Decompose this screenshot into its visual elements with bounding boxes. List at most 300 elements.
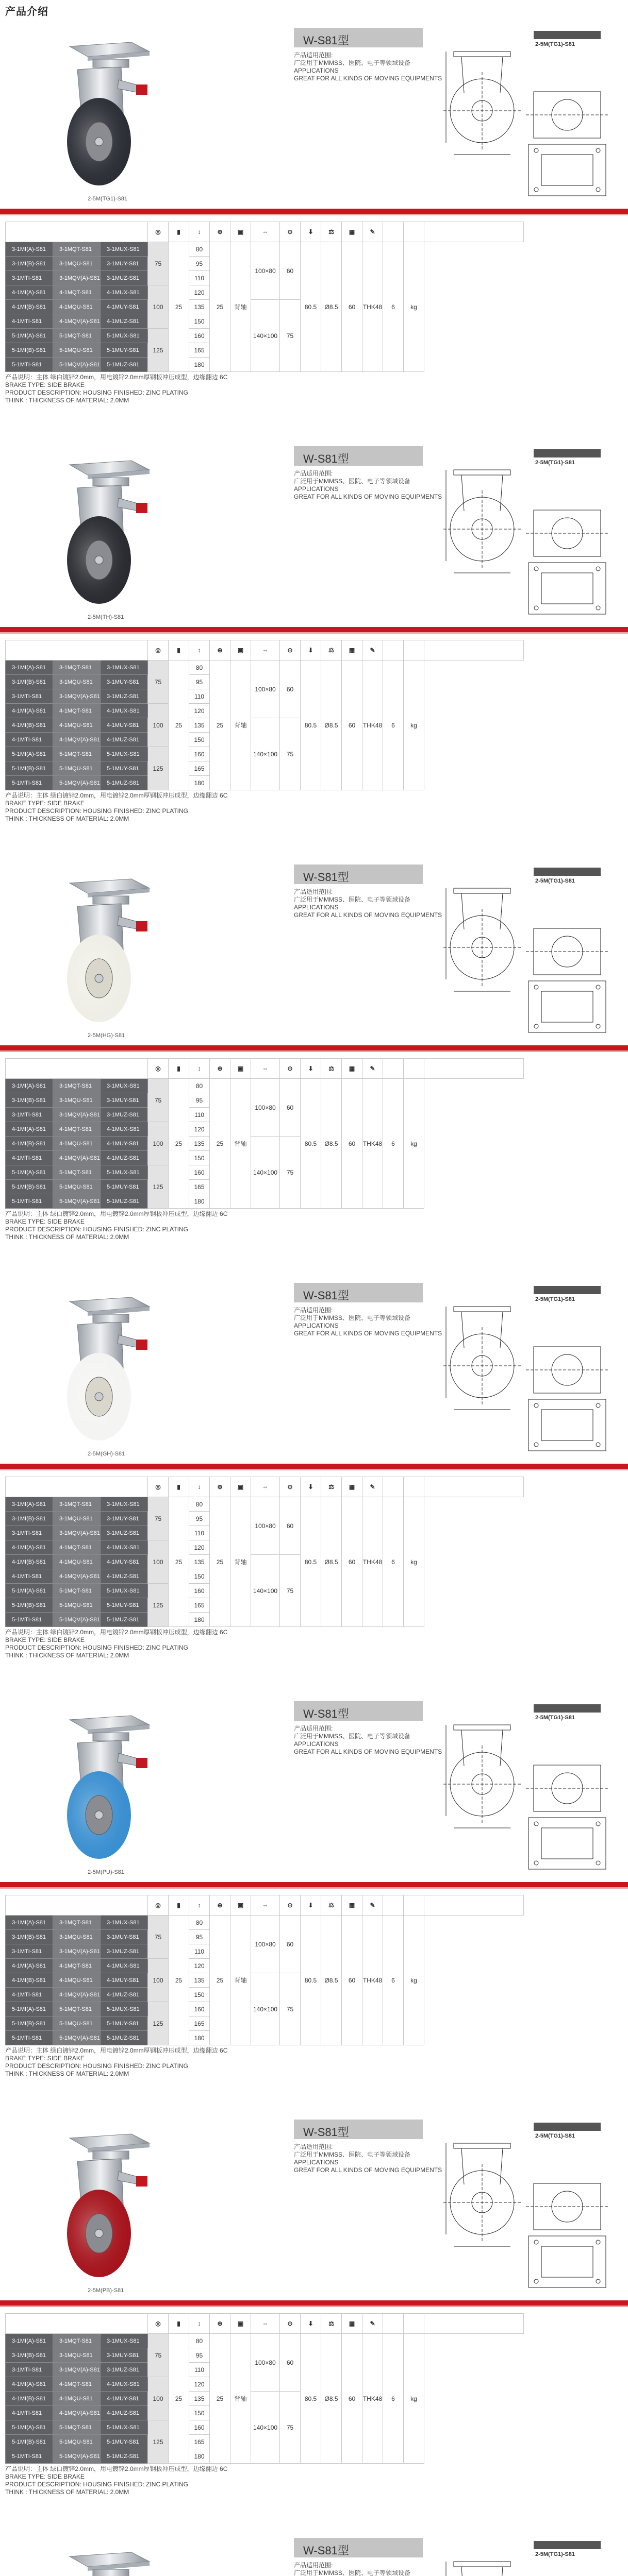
wheel-diameter-cell: 125 [148, 2002, 169, 2045]
offset-icon: ⊕ [210, 1477, 230, 1497]
hole-spacing-cell: 75 [280, 1555, 301, 1627]
load-icon: ⬇ [301, 1059, 321, 1079]
bolt-hole-icon: ⊙ [280, 1895, 301, 1916]
model-title: W-S81型 [303, 1289, 349, 1302]
model-description [294, 888, 449, 919]
drawing-label: 2-5M(TG1)-S81 [535, 460, 575, 466]
header-extra [404, 1895, 424, 1916]
model-code-cell: 4-1MTI-S81 [6, 2406, 53, 2420]
load-cell: 60 [342, 242, 362, 372]
package-cell: THK48 [362, 1079, 383, 1209]
model-code-cell: 4-1MQT-S81 [53, 1959, 101, 1973]
section-divider [0, 1464, 628, 1469]
model-code-cell: 5-1MUY-S81 [101, 1180, 148, 1194]
product-section [0, 439, 628, 850]
note-line: PRODUCT DESCRIPTION: HOUSING FINISHED: ZINC PLATING [5, 1226, 188, 1233]
table-row [6, 2334, 623, 2348]
model-code-cell: 4-1MI(A)-S81 [6, 285, 53, 300]
height-cell: 110 [189, 689, 210, 704]
section-divider [0, 1045, 628, 1050]
model-code-cell: 5-1MQV(A)-S81 [53, 776, 101, 790]
caster-photo [41, 1286, 160, 1451]
model-code-cell: 3-1MQU-S81 [53, 257, 101, 271]
top-plate-icon: ▣ [230, 1059, 251, 1079]
pcs-icon: ✎ [362, 1477, 383, 1497]
model-code-cell: 4-1MQU-S81 [53, 300, 101, 314]
wheel-diameter-cell: 75 [148, 1497, 169, 1540]
model-title: W-S81型 [303, 1707, 349, 1720]
spec-table [5, 1477, 623, 1627]
hole-spacing-cell: 60 [280, 1916, 301, 1973]
table-row [6, 660, 623, 675]
header-model [6, 1059, 148, 1079]
model-code-cell: 3-1MI(A)-S81 [6, 1079, 53, 1093]
wheel-size-icon: ◎ [148, 2314, 169, 2334]
model-title-box [294, 1283, 423, 1302]
height-cell: 80 [189, 242, 210, 257]
package-cell: THK48 [362, 2334, 383, 2464]
package-cell: THK48 [362, 660, 383, 790]
material-cell: 背轴 [230, 2334, 251, 2464]
height-cell: 150 [189, 733, 210, 747]
hole-spacing-cell: 75 [280, 718, 301, 790]
wheel-diameter-cell: 125 [148, 1584, 169, 1627]
model-code-cell: 3-1MI(B)-S81 [6, 1093, 53, 1108]
model-code-cell: 5-1MI(A)-S81 [6, 747, 53, 761]
model-code-cell: 3-1MUY-S81 [101, 257, 148, 271]
model-code-cell: 3-1MI(A)-S81 [6, 660, 53, 675]
hole-spacing-icon: ⇔ [251, 1895, 280, 1916]
weight-icon: ⚖ [321, 2314, 342, 2334]
header-extra [424, 1477, 523, 1497]
header-extra [424, 640, 523, 660]
desc-line: 广泛用于MMMSS、医院、电子等领域设备 [294, 1733, 410, 1740]
model-title-box [294, 2538, 423, 2557]
model-code-cell: 3-1MQT-S81 [53, 242, 101, 257]
note-line: 产品说明：主体 绿白镀锌2.0mm，用电镀锌2.0mm厚钢板冲压成型，边缘翻边 6C [5, 792, 228, 799]
model-description [294, 52, 449, 82]
drawing-label-bar [534, 1704, 601, 1713]
height-cell: 135 [189, 1137, 210, 1151]
model-code-cell: 4-1MUY-S81 [101, 718, 148, 733]
model-title: W-S81型 [303, 452, 349, 465]
technical-drawing [443, 449, 619, 619]
height-cell: 80 [189, 1497, 210, 1512]
material-cell: 背轴 [230, 660, 251, 790]
model-code-cell: 5-1MI(B)-S81 [6, 343, 53, 358]
model-code-cell: 3-1MTI-S81 [6, 689, 53, 704]
pcs-icon: ✎ [362, 640, 383, 660]
wheel-size-icon: ◎ [148, 1895, 169, 1916]
model-code-cell: 4-1MQT-S81 [53, 2377, 101, 2392]
note-line: 产品说明：主体 绿白镀锌2.0mm，用电镀锌2.0mm厚钢板冲压成型，边缘翻边 6C [5, 2465, 228, 2472]
header-extra [383, 2314, 404, 2334]
model-title-box [294, 1701, 423, 1721]
caster-photo [41, 2541, 160, 2576]
wheel-diameter-cell: 125 [148, 2420, 169, 2464]
offset-icon: ⊕ [210, 2314, 230, 2334]
model-code-cell: 5-1MQT-S81 [53, 1165, 101, 1180]
desc-line: GREAT FOR ALL KINDS OF MOVING EQUIPMENTS [294, 75, 442, 82]
height-cell: 135 [189, 1555, 210, 1569]
bolt-cell: Ø8.5 [321, 660, 342, 790]
desc-line: 广泛用于MMMSS、医院、电子等领域设备 [294, 59, 410, 66]
wheel-diameter-cell: 100 [148, 1122, 169, 1165]
model-title-box [294, 28, 423, 47]
caster-photo [41, 31, 160, 196]
model-code-cell: 5-1MQT-S81 [53, 747, 101, 761]
model-code-cell: 3-1MQT-S81 [53, 660, 101, 675]
model-code-cell: 3-1MUX-S81 [101, 2334, 148, 2348]
header-extra [383, 1895, 404, 1916]
model-code-cell: 5-1MQU-S81 [53, 343, 101, 358]
model-code-cell: 3-1MI(A)-S81 [6, 1916, 53, 1930]
bolt-cell: Ø8.5 [321, 1079, 342, 1209]
model-code-cell: 5-1MUX-S81 [101, 329, 148, 343]
tread-width-cell: 25 [169, 2334, 189, 2464]
note-line: BRAKE TYPE: SIDE BRAKE [5, 1218, 85, 1225]
model-code-cell: 4-1MTI-S81 [6, 733, 53, 747]
drawing-label: 2-5M(TG1)-S81 [535, 878, 575, 884]
hole-cell: 80.5 [301, 1916, 321, 2045]
bolt-cell: Ø8.5 [321, 1916, 342, 2045]
package-icon: ▦ [342, 2314, 362, 2334]
desc-line: 产品适用范围: [294, 2562, 333, 2569]
photo-caption: 2-5M(PB)-S81 [88, 2287, 124, 2294]
model-code-cell: 5-1MI(A)-S81 [6, 329, 53, 343]
desc-line: 产品适用范围: [294, 1307, 333, 1314]
offset-cell: 25 [210, 1497, 230, 1627]
hole-spacing-cell: 75 [280, 300, 301, 372]
drawing-label: 2-5M(TG1)-S81 [535, 2551, 575, 2557]
model-code-cell: 4-1MI(B)-S81 [6, 300, 53, 314]
note-line: BRAKE TYPE: SIDE BRAKE [5, 2473, 85, 2480]
pcs-icon: ✎ [362, 1895, 383, 1916]
drawing-area [443, 449, 619, 619]
product-photo [5, 1286, 191, 1464]
wheel-size-icon: ◎ [148, 640, 169, 660]
model-code-cell: 4-1MQT-S81 [53, 704, 101, 718]
header-extra [404, 222, 424, 242]
header-model [6, 222, 148, 242]
note-line: 产品说明：主体 绿白镀锌2.0mm，用电镀锌2.0mm厚钢板冲压成型，边缘翻边 6C [5, 1629, 228, 1636]
desc-line: 广泛用于MMMSS、医院、电子等领域设备 [294, 896, 410, 903]
desc-line: APPLICATIONS [294, 485, 339, 493]
model-code-cell: 4-1MTI-S81 [6, 314, 53, 329]
hole-cell: 80.5 [301, 1079, 321, 1209]
model-code-cell: 3-1MQT-S81 [53, 1497, 101, 1512]
note-line: 产品说明：主体 绿白镀锌2.0mm，用电镀锌2.0mm厚钢板冲压成型，边缘翻边 6C [5, 2047, 228, 2054]
height-cell: 80 [189, 1916, 210, 1930]
model-code-cell: 4-1MQV(A)-S81 [53, 1569, 101, 1584]
model-code-cell: 3-1MQU-S81 [53, 675, 101, 689]
drawing-area [443, 2541, 619, 2576]
desc-line: GREAT FOR ALL KINDS OF MOVING EQUIPMENTS [294, 493, 442, 500]
header-model [6, 1895, 148, 1916]
tread-width-cell: 25 [169, 1079, 189, 1209]
plate-size-cell: 140×100 [251, 1555, 280, 1627]
model-code-cell: 4-1MUX-S81 [101, 285, 148, 300]
model-code-cell: 3-1MQU-S81 [53, 1093, 101, 1108]
pcs-cell: 6 [383, 1916, 404, 2045]
spec-table [5, 2313, 623, 2464]
caster-photo [41, 868, 160, 1032]
model-code-cell: 4-1MQT-S81 [53, 1122, 101, 1137]
model-title: W-S81型 [303, 2544, 349, 2557]
product-photo [5, 449, 191, 627]
model-title: W-S81型 [303, 2126, 349, 2139]
model-code-cell: 5-1MUX-S81 [101, 1584, 148, 1598]
model-code-cell: 4-1MUX-S81 [101, 1959, 148, 1973]
header-extra [404, 1059, 424, 1079]
height-cell: 150 [189, 2406, 210, 2420]
model-code-cell: 4-1MTI-S81 [6, 1151, 53, 1165]
model-code-cell: 4-1MUX-S81 [101, 1122, 148, 1137]
package-icon: ▦ [342, 1477, 362, 1497]
model-code-cell: 3-1MI(A)-S81 [6, 2334, 53, 2348]
height-cell: 120 [189, 1540, 210, 1555]
model-description [294, 1307, 449, 1337]
model-code-cell: 4-1MI(B)-S81 [6, 1137, 53, 1151]
height-cell: 95 [189, 1512, 210, 1526]
model-code-cell: 3-1MQV(A)-S81 [53, 2363, 101, 2377]
model-code-cell: 4-1MUY-S81 [101, 1555, 148, 1569]
hole-spacing-icon: ⇔ [251, 222, 280, 242]
hole-spacing-cell: 60 [280, 242, 301, 300]
unit-cell: kg [404, 1916, 424, 2045]
load-cell: 60 [342, 1079, 362, 1209]
model-code-cell: 3-1MTI-S81 [6, 1108, 53, 1122]
bolt-hole-icon: ⊙ [280, 1059, 301, 1079]
model-code-cell: 5-1MQV(A)-S81 [53, 2449, 101, 2464]
hole-spacing-icon: ⇔ [251, 2314, 280, 2334]
table-header-row [6, 2314, 623, 2334]
desc-line: 广泛用于MMMSS、医院、电子等领域设备 [294, 2569, 410, 2576]
weight-icon: ⚖ [321, 1895, 342, 1916]
model-code-cell: 3-1MUX-S81 [101, 1916, 148, 1930]
header-extra [383, 640, 404, 660]
height-cell: 110 [189, 1108, 210, 1122]
model-code-cell: 4-1MQV(A)-S81 [53, 1151, 101, 1165]
height-cell: 165 [189, 761, 210, 776]
height-cell: 135 [189, 300, 210, 314]
desc-line: 产品适用范围: [294, 52, 333, 59]
note-line: BRAKE TYPE: SIDE BRAKE [5, 800, 85, 807]
model-code-cell: 4-1MI(A)-S81 [6, 1122, 53, 1137]
drawing-label: 2-5M(TG1)-S81 [535, 2133, 575, 2139]
model-code-cell: 3-1MQT-S81 [53, 1916, 101, 1930]
model-code-cell: 5-1MUZ-S81 [101, 358, 148, 372]
model-code-cell: 3-1MUY-S81 [101, 2348, 148, 2363]
drawing-area [443, 1286, 619, 1456]
model-code-cell: 4-1MUY-S81 [101, 1973, 148, 1988]
product-photo [5, 2541, 191, 2576]
model-code-cell: 5-1MQV(A)-S81 [53, 2031, 101, 2045]
model-code-cell: 3-1MI(B)-S81 [6, 1930, 53, 1944]
spec-table [5, 640, 623, 790]
pcs-cell: 6 [383, 242, 404, 372]
model-code-cell: 4-1MQV(A)-S81 [53, 1988, 101, 2002]
desc-line: APPLICATIONS [294, 1740, 339, 1748]
height-cell: 160 [189, 1584, 210, 1598]
top-plate-icon: ▣ [230, 1895, 251, 1916]
height-cell: 180 [189, 1613, 210, 1627]
hole-cell: 80.5 [301, 1497, 321, 1627]
hole-spacing-cell: 60 [280, 660, 301, 718]
wheel-diameter-cell: 125 [148, 329, 169, 372]
photo-caption: 2-5M(TG1)-S81 [88, 196, 128, 202]
model-code-cell: 4-1MQU-S81 [53, 718, 101, 733]
header-extra [404, 2314, 424, 2334]
plate-size-cell: 140×100 [251, 718, 280, 790]
unit-cell: kg [404, 1497, 424, 1627]
model-code-cell: 5-1MUY-S81 [101, 343, 148, 358]
photo-caption: 2-5M(PU)-S81 [88, 1869, 124, 1875]
product-notes [5, 1210, 227, 1241]
desc-line: 产品适用范围: [294, 470, 333, 477]
model-code-cell: 3-1MUY-S81 [101, 675, 148, 689]
tread-width-cell: 25 [169, 1916, 189, 2045]
package-icon: ▦ [342, 1059, 362, 1079]
model-code-cell: 4-1MQT-S81 [53, 1540, 101, 1555]
height-cell: 110 [189, 2363, 210, 2377]
plate-size-cell: 100×80 [251, 1497, 280, 1555]
model-code-cell: 5-1MUY-S81 [101, 2435, 148, 2449]
model-code-cell: 4-1MI(A)-S81 [6, 2377, 53, 2392]
note-line: THINK : THICKNESS OF MATERIAL: 2.0MM [5, 815, 129, 822]
plate-size-cell: 100×80 [251, 1079, 280, 1137]
height-icon: ↕ [189, 222, 210, 242]
tread-width-icon: ▮ [169, 222, 189, 242]
note-line: THINK : THICKNESS OF MATERIAL: 2.0MM [5, 1652, 129, 1659]
model-code-cell: 5-1MI(A)-S81 [6, 2420, 53, 2435]
desc-line: APPLICATIONS [294, 904, 339, 911]
height-cell: 95 [189, 2348, 210, 2363]
height-cell: 135 [189, 718, 210, 733]
load-icon: ⬇ [301, 1895, 321, 1916]
technical-drawing [443, 1286, 619, 1456]
spec-table [5, 222, 623, 372]
top-plate-icon: ▣ [230, 2314, 251, 2334]
model-code-cell: 3-1MQT-S81 [53, 1079, 101, 1093]
model-code-cell: 5-1MI(B)-S81 [6, 2016, 53, 2031]
model-code-cell: 3-1MUX-S81 [101, 1497, 148, 1512]
header-extra [404, 1477, 424, 1497]
product-notes [5, 792, 227, 823]
model-description [294, 470, 449, 501]
model-code-cell: 4-1MTI-S81 [6, 1988, 53, 2002]
pcs-cell: 6 [383, 660, 404, 790]
model-code-cell: 4-1MQU-S81 [53, 1555, 101, 1569]
model-code-cell: 5-1MI(B)-S81 [6, 2435, 53, 2449]
height-cell: 135 [189, 2392, 210, 2406]
wheel-diameter-cell: 100 [148, 704, 169, 747]
note-line: PRODUCT DESCRIPTION: HOUSING FINISHED: ZINC PLATING [5, 389, 188, 396]
weight-icon: ⚖ [321, 1059, 342, 1079]
note-line: PRODUCT DESCRIPTION: HOUSING FINISHED: ZINC PLATING [5, 2062, 188, 2070]
caster-photo [41, 449, 160, 614]
header-model [6, 1477, 148, 1497]
hole-spacing-cell: 75 [280, 1973, 301, 2045]
load-icon: ⬇ [301, 1477, 321, 1497]
material-cell: 背轴 [230, 242, 251, 372]
model-code-cell: 5-1MI(B)-S81 [6, 761, 53, 776]
package-icon: ▦ [342, 222, 362, 242]
model-code-cell: 5-1MTI-S81 [6, 358, 53, 372]
model-code-cell: 3-1MQU-S81 [53, 1930, 101, 1944]
model-code-cell: 4-1MUY-S81 [101, 2392, 148, 2406]
product-photo [5, 31, 191, 209]
wheel-diameter-cell: 100 [148, 1540, 169, 1584]
height-cell: 80 [189, 2334, 210, 2348]
plate-size-cell: 140×100 [251, 2392, 280, 2464]
height-cell: 150 [189, 1151, 210, 1165]
height-cell: 180 [189, 1194, 210, 1209]
drawing-label: 2-5M(TG1)-S81 [535, 1296, 575, 1302]
model-code-cell: 5-1MQU-S81 [53, 761, 101, 776]
model-code-cell: 5-1MTI-S81 [6, 1613, 53, 1627]
material-cell: 背轴 [230, 1916, 251, 2045]
drawing-area [443, 31, 619, 201]
height-cell: 80 [189, 1079, 210, 1093]
height-cell: 165 [189, 343, 210, 358]
height-cell: 120 [189, 704, 210, 718]
model-code-cell: 5-1MQU-S81 [53, 2435, 101, 2449]
hole-spacing-icon: ⇔ [251, 640, 280, 660]
model-code-cell: 5-1MUX-S81 [101, 747, 148, 761]
offset-icon: ⊕ [210, 1895, 230, 1916]
desc-line: 广泛用于MMMSS、医院、电子等领域设备 [294, 1314, 410, 1321]
model-code-cell: 5-1MUX-S81 [101, 1165, 148, 1180]
height-cell: 165 [189, 2016, 210, 2031]
desc-line: GREAT FOR ALL KINDS OF MOVING EQUIPMENTS [294, 1748, 442, 1755]
model-code-cell: 3-1MTI-S81 [6, 271, 53, 285]
model-code-cell: 4-1MI(B)-S81 [6, 2392, 53, 2406]
model-code-cell: 3-1MUZ-S81 [101, 1526, 148, 1540]
model-code-cell: 4-1MUZ-S81 [101, 2406, 148, 2420]
hole-cell: 80.5 [301, 660, 321, 790]
table-row [6, 242, 623, 257]
note-line: PRODUCT DESCRIPTION: HOUSING FINISHED: ZINC PLATING [5, 807, 188, 815]
model-code-cell: 3-1MUY-S81 [101, 1093, 148, 1108]
model-code-cell: 5-1MI(B)-S81 [6, 1180, 53, 1194]
height-icon: ↕ [189, 2314, 210, 2334]
model-code-cell: 4-1MUZ-S81 [101, 1988, 148, 2002]
note-line: THINK : THICKNESS OF MATERIAL: 2.0MM [5, 2070, 129, 2077]
table-row [6, 1079, 623, 1093]
tread-width-icon: ▮ [169, 1895, 189, 1916]
product-section [0, 2112, 628, 2523]
model-code-cell: 5-1MQU-S81 [53, 2016, 101, 2031]
table-header-row [6, 1059, 623, 1079]
pcs-cell: 6 [383, 1079, 404, 1209]
model-title-box [294, 2120, 423, 2139]
model-code-cell: 5-1MUZ-S81 [101, 2031, 148, 2045]
height-cell: 80 [189, 660, 210, 675]
model-code-cell: 4-1MI(A)-S81 [6, 1959, 53, 1973]
tread-width-cell: 25 [169, 660, 189, 790]
model-code-cell: 5-1MUZ-S81 [101, 1613, 148, 1627]
hole-spacing-cell: 60 [280, 1497, 301, 1555]
bolt-hole-icon: ⊙ [280, 1477, 301, 1497]
bolt-hole-icon: ⊙ [280, 2314, 301, 2334]
plate-size-cell: 140×100 [251, 300, 280, 372]
model-code-cell: 3-1MQU-S81 [53, 1512, 101, 1526]
model-code-cell: 4-1MUZ-S81 [101, 314, 148, 329]
product-section [0, 21, 628, 431]
product-section [0, 1694, 628, 2105]
height-cell: 95 [189, 1930, 210, 1944]
